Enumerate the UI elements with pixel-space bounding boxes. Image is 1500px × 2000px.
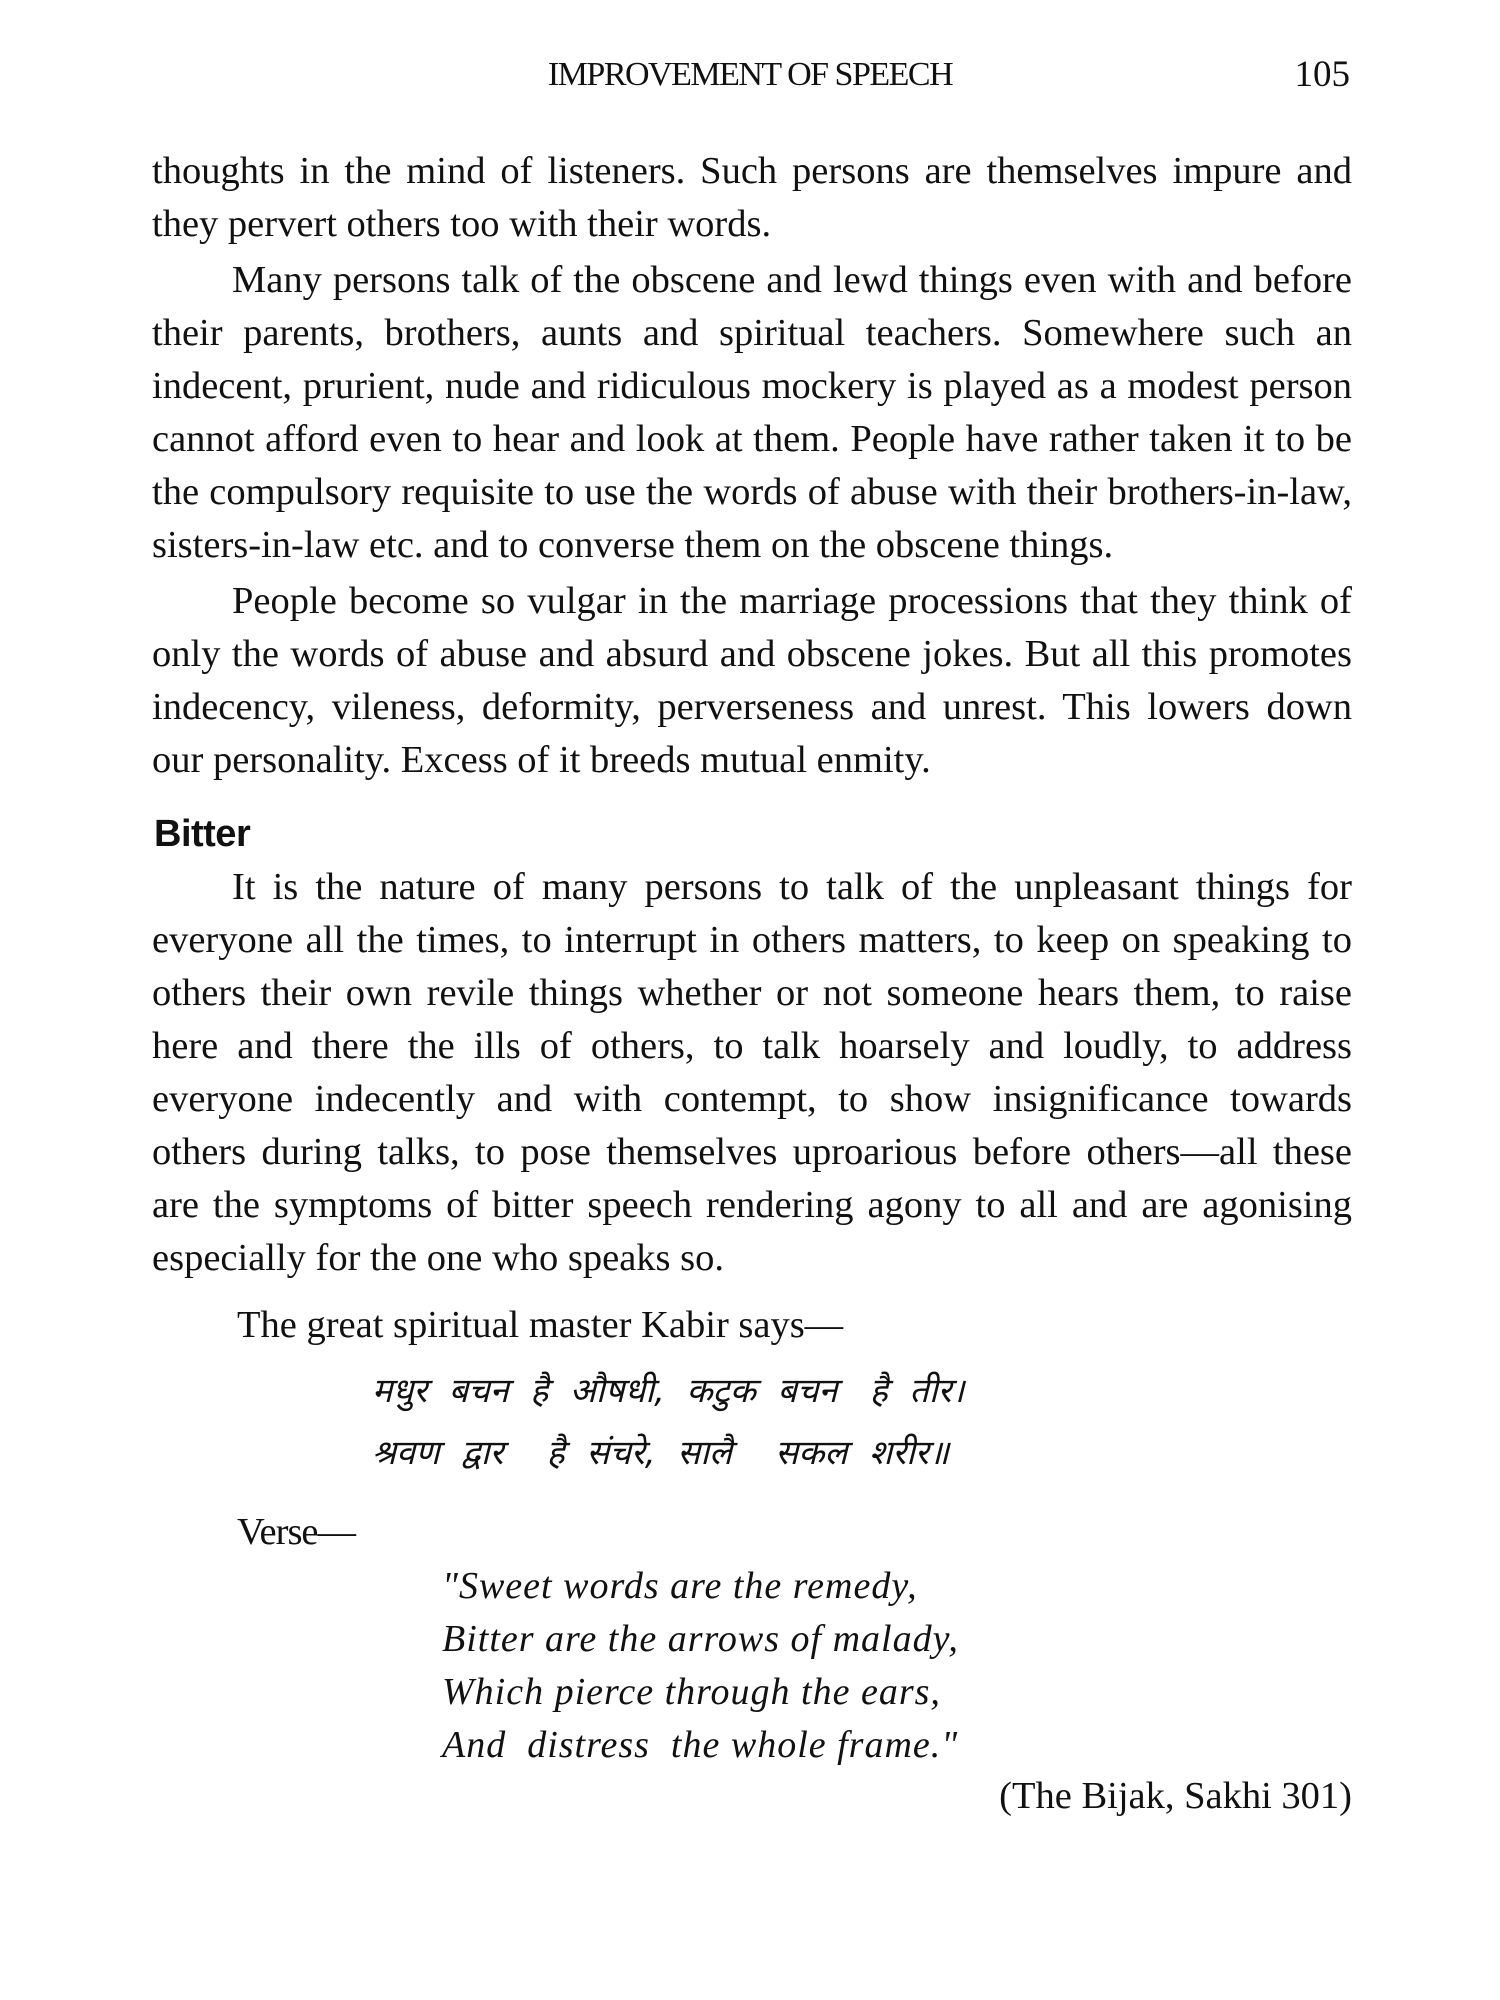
paragraph-marriage-processions: People become so vulgar in the marriage processions that they think of only the words of abuse and absurd and obscene jokes. But all this promotes indecency, vileness, deformity, perverseness and unrest. This lowers down our personality. Excess of it breeds mutual enmity.	[152, 580, 1352, 781]
devanagari-line-1: मधुर बचन है औषधी, कटुक बचन है तीर।	[372, 1371, 965, 1411]
verse-line-1: "Sweet words are the remedy,	[442, 1565, 918, 1607]
devanagari-line-2: श्रवण द्वार है संचरे, सालै सकल शरीर॥	[372, 1433, 950, 1473]
paragraph-obscene-talk: Many persons talk of the obscene and lewd things even with and before their parents, brothers, aunts and spiritual teachers. Somewhere such an indecent, prurient, nude and ridiculous mockery is played as a modest person cannot afford even to hear and look at them. People have rather taken it to be the compulsory requisite to use the words of abuse with their brothers-in-law, sisters-in-law etc. and to converse them on the obscene things.	[152, 259, 1352, 566]
kabir-intro: The great spiritual master Kabir says—	[237, 1304, 844, 1346]
devanagari-couplet	[152, 1360, 1352, 1484]
citation: (The Bijak, Sakhi 301)	[999, 1775, 1352, 1817]
verse-translation	[152, 1560, 1352, 1772]
section-heading-bitter: Bitter	[154, 813, 251, 855]
paragraph-continuation: thoughts in the mind of listeners. Such persons are themselves impure and they pervert others too with their words.	[152, 150, 1352, 245]
paragraph-bitter-speech: It is the nature of many persons to talk of the unpleasant things for everyone all the times, to interrupt in others matters, to keep on speaking to others their own revile things whether or not someone hears them, to raise here and there the ills of others, to talk hoarsely and loudly, to address everyone indecently and with contempt, to show insignificance towards others during talks, to pose themselves uproarious before others—all these are the symptoms of bitter speech rendering agony to all and are agonising especially for the one who speaks so.	[152, 866, 1352, 1279]
verse-label: Verse—	[237, 1511, 356, 1553]
verse-line-4: And distress the whole frame."	[442, 1724, 959, 1766]
running-head	[150, 50, 1350, 100]
page-number: 105	[1294, 54, 1350, 95]
running-title: IMPROVEMENT OF SPEECH	[547, 56, 953, 93]
verse-line-3: Which pierce through the ears,	[442, 1671, 941, 1713]
verse-line-2: Bitter are the arrows of malady,	[442, 1618, 959, 1660]
body-text	[152, 145, 1352, 1823]
